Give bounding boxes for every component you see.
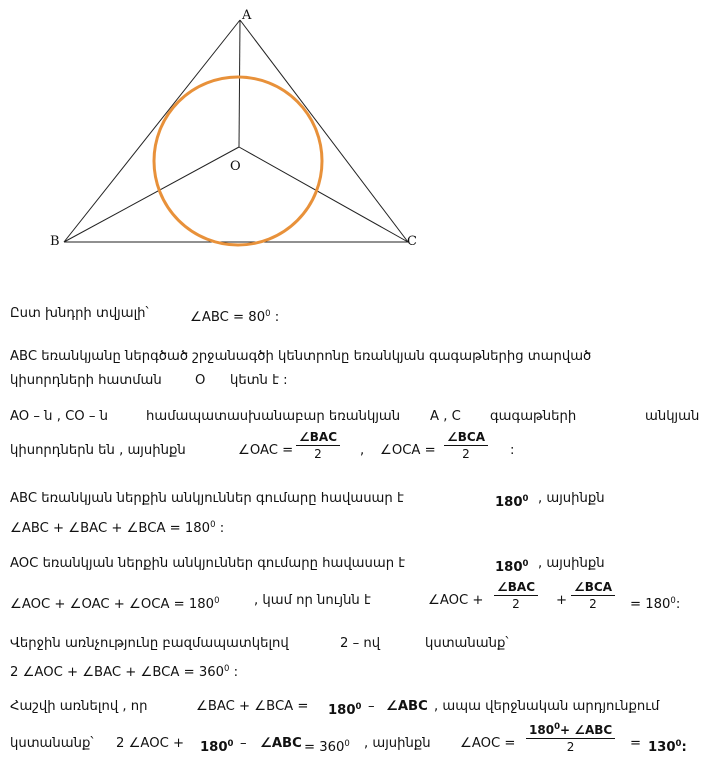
center-o-label: O — [230, 159, 241, 174]
value-180-c: $180^0$ — [328, 702, 362, 718]
text-line-11: 2 ∠AOC + ∠BAC + ∠BCA = $360^0$ : — [10, 664, 239, 680]
given-text: Ըստ խնդրի տվյալի՝ — [10, 306, 149, 321]
minus-2: – — [240, 736, 247, 751]
text-line-9: ∠AOC + ∠OAC + ∠OCA = $180^0$ — [10, 596, 220, 612]
text-line-5: կիսորդներն են , այսինքն — [10, 443, 186, 458]
text-line-1 — [10, 305, 149, 323]
text-line-12: Հաշվի առնելով , որ — [10, 699, 148, 714]
text-line-12-end: , ապա վերջնական արդյունքում — [434, 699, 660, 714]
angle-aoc-2: ∠AOC = — [460, 736, 516, 751]
text-line-8-end: , այսինքն — [538, 556, 605, 571]
angle-abc: ∠ABC — [386, 699, 428, 714]
fraction-bca-half-2: ∠BCA 2 — [571, 580, 615, 611]
point-o: O — [195, 373, 206, 388]
equals-360: = $360^0$ — [304, 739, 350, 755]
vertex-c-label: C — [407, 234, 417, 249]
segment-co — [239, 147, 408, 242]
segment-bo — [64, 147, 239, 242]
fraction-bac-half: ∠BAC 2 — [296, 430, 340, 461]
fraction-final: $180^0+$ ∠ABC 2 — [526, 722, 615, 754]
equals: = — [630, 736, 642, 751]
given-angle: ∠ABC = $80^0$ : — [190, 309, 280, 325]
plus: + — [556, 593, 568, 608]
colon: : — [510, 443, 515, 458]
fraction-bac-half-2: ∠BAC 2 — [494, 580, 538, 611]
text-line-3-end: կետն է : — [230, 373, 288, 388]
text-line-4c: A , C — [430, 409, 461, 424]
text-line-4: AO – ն , CO – ն — [10, 409, 109, 424]
text-line-3: կիսորդների հատման — [10, 373, 162, 388]
text-line-10: Վերջին առնչությունը բազմապատկելով — [10, 636, 289, 651]
comma: , — [360, 443, 365, 458]
vertex-b-label: B — [50, 234, 60, 249]
triangle-figure — [0, 0, 710, 262]
side-ab — [64, 20, 240, 242]
text-line-10b: 2 – ով — [340, 636, 381, 651]
text-line-4d: գագաթների — [490, 409, 577, 424]
text-line-4e: անկյան — [645, 409, 700, 424]
vertex-a-label: A — [242, 8, 252, 23]
text-line-6: ABC եռանկյան ներքին անկյուններ գումարը հավասար է — [10, 491, 404, 506]
text-line-2: ABC եռանկյանը ներգծած շրջանագծի կենտրոնը եռանկյան գագաթներից տարված — [10, 349, 592, 364]
answer-130: $130^0$: — [648, 739, 687, 755]
value-180: $180^0$ — [495, 494, 529, 510]
angle-abc-2: ∠ABC — [260, 736, 302, 751]
angle-oac: ∠OAC = — [238, 443, 294, 458]
equals-180: = $180^0$: — [630, 596, 681, 612]
value-180-d: $180^0$ — [200, 739, 234, 755]
text-line-13b: 2 ∠AOC + — [116, 736, 185, 751]
minus: – — [368, 699, 375, 714]
text-line-4b: համապատասխանաբար եռանկյան — [146, 409, 401, 424]
text-line-8: AOC եռանկյան ներքին անկյուններ գումարը հավասար է — [10, 556, 406, 571]
text-line-6-end: , այսինքն — [538, 491, 605, 506]
value-180-b: $180^0$ — [495, 559, 529, 575]
angle-oca: ∠OCA = — [380, 443, 436, 458]
text-line-13: կստանանք՝ — [10, 736, 94, 751]
text-line-9b: , կամ որ նույնն է — [254, 593, 371, 608]
text-line-7: ∠ABC + ∠BAC + ∠BCA = $180^0$ : — [10, 520, 225, 536]
fraction-bca-half: ∠BCA 2 — [444, 430, 488, 461]
angle-aoc: ∠AOC + — [428, 593, 484, 608]
segment-ao — [239, 20, 240, 147]
text-line-12b: ∠BAC + ∠BCA = — [196, 699, 309, 714]
side-ac — [240, 20, 408, 242]
text-line-10c: կստանանք՝ — [425, 636, 509, 651]
text-line-13g: , այսինքն — [364, 736, 431, 751]
